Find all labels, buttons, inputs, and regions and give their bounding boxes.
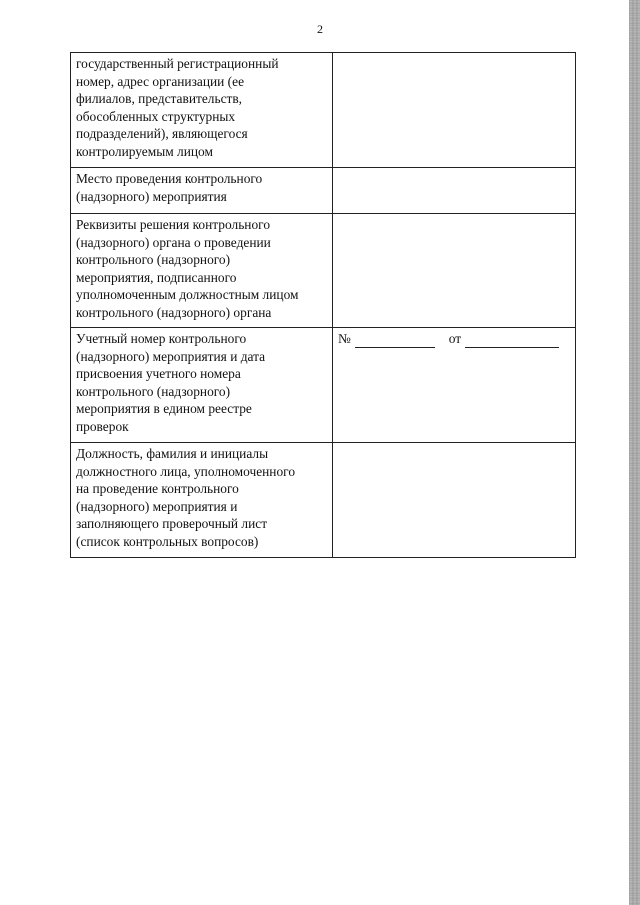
table-row: [71, 443, 576, 558]
date-blank-field[interactable]: [465, 334, 559, 348]
number-blank-field[interactable]: [355, 334, 435, 348]
row-label-place: Место проведения контрольного (надзорного) мероприятия: [71, 168, 333, 214]
table-row: [71, 53, 576, 168]
number-sign: №: [338, 331, 351, 346]
row-label-decision-details: Реквизиты решения контрольного (надзорного) органа о проведении контрольного (надзорного) мероприятия, подписанного уполномоченным должностным лицом контрольного (надзорного) органа: [71, 214, 333, 328]
number-date-line: [338, 330, 571, 348]
scan-edge-strip: [629, 0, 640, 905]
table-row: [71, 214, 576, 328]
checklist-info-table: [70, 52, 576, 558]
row-value-decision-details[interactable]: [333, 214, 576, 328]
row-label-registration-number: государственный регистрационный номер, адрес организации (ее филиалов, представительств, обособленных структурных подразделений), являющегося контролируемым лицом: [71, 53, 333, 168]
table-row: [71, 168, 576, 214]
row-value-registration-number[interactable]: [333, 53, 576, 168]
page-number: 2: [317, 22, 323, 36]
row-value-place[interactable]: [333, 168, 576, 214]
table-row: [71, 328, 576, 443]
row-value-official[interactable]: [333, 443, 576, 558]
date-from-label: от: [448, 331, 462, 346]
row-label-account-number: Учетный номер контрольного (надзорного) мероприятия и дата присвоения учетного номера контрольного (надзорного) мероприятия в едином реестре проверок: [71, 328, 333, 443]
row-label-official: Должность, фамилия и инициалы должностного лица, уполномоченного на проведение контрольного (надзорного) мероприятия и заполняющего проверочный лист (список контрольных вопросов): [71, 443, 333, 558]
row-value-account-number: [333, 328, 576, 443]
